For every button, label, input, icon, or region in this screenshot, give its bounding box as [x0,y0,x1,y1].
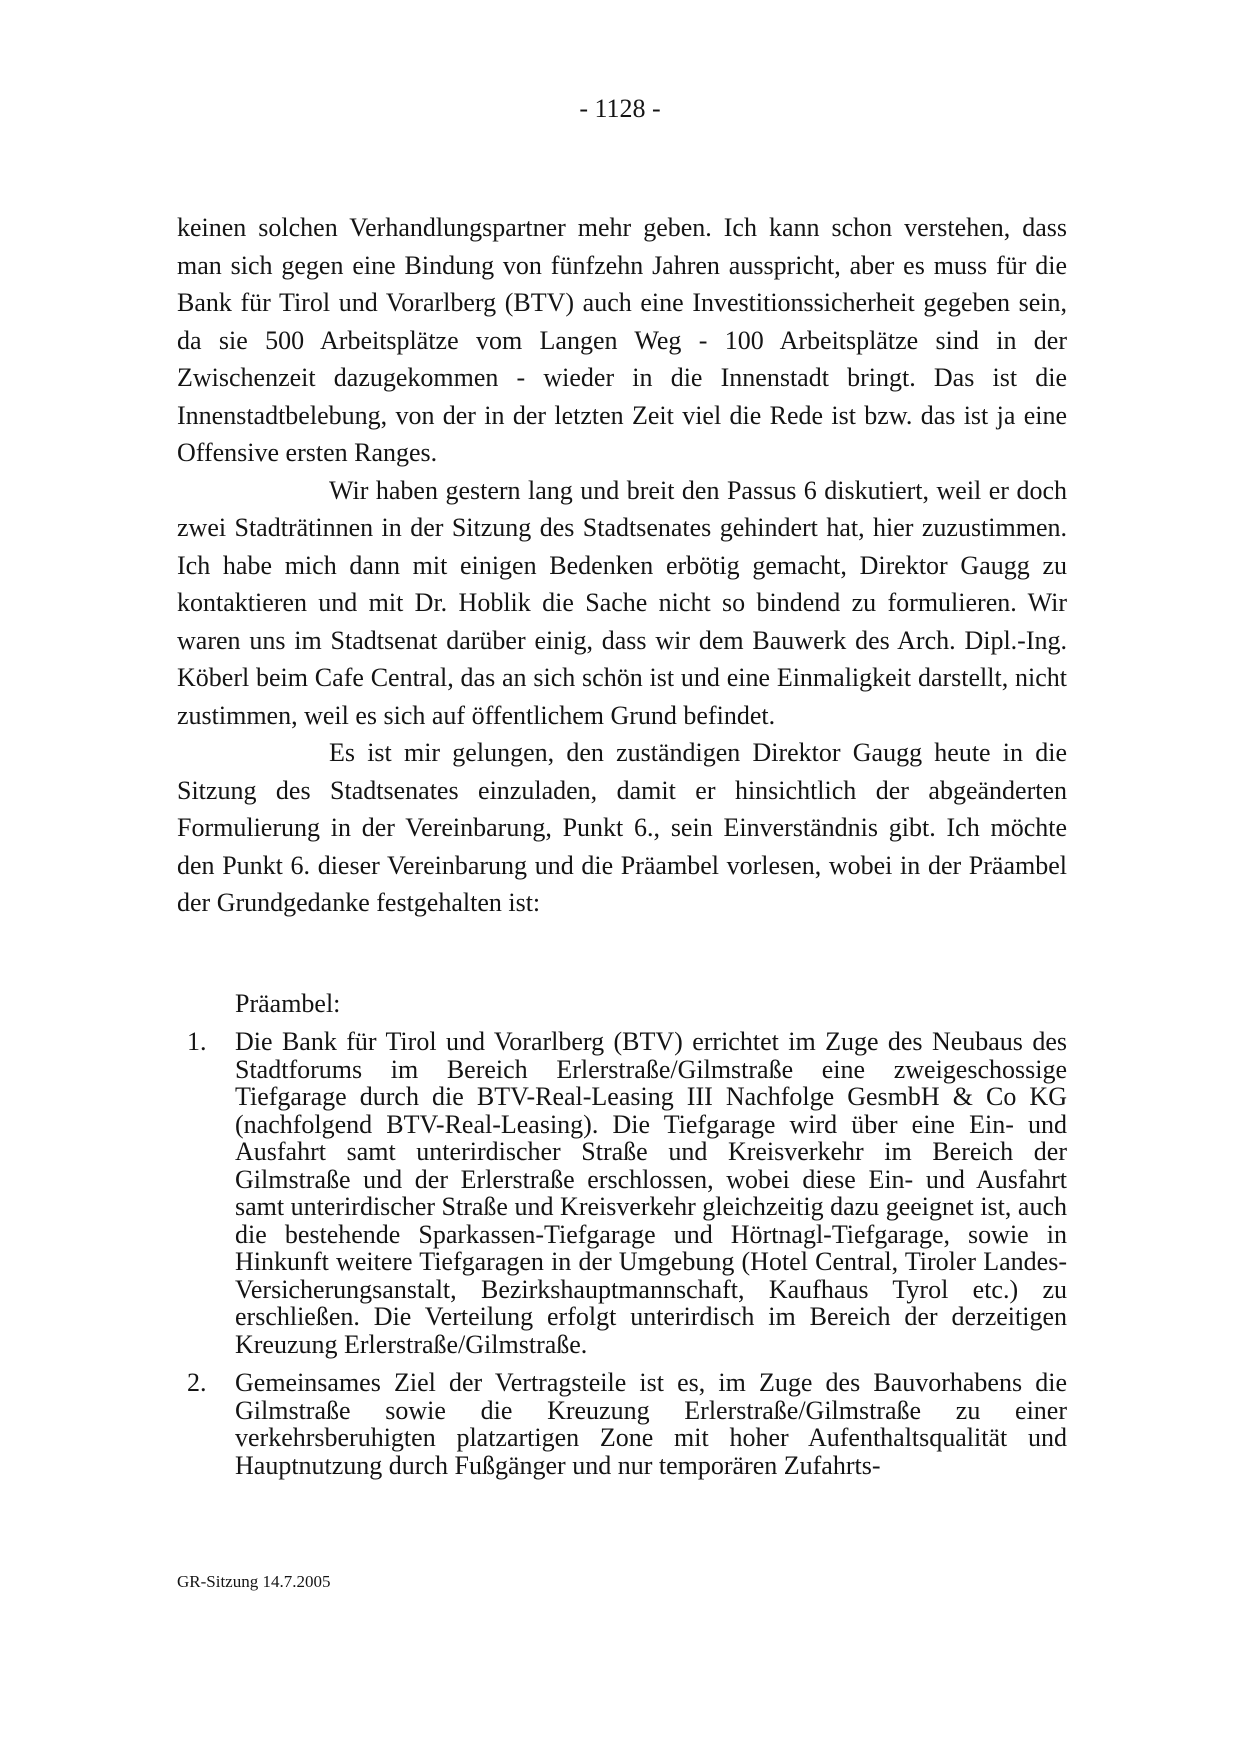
list-item-text: Gemeinsames Ziel der Vertragsteile ist es, im Zuge des Bauvorhabens die Gilmstraße sowie die Kreuzung Erlerstraße/Gilmstraße zu einer verkehrsberuhigten platzartigen Zone mit hoher Aufenthaltsqualität und Hauptnutzung durch Fußgänger und nur temporären Zufahrts- [235,1368,1067,1480]
page-number: - 1128 - [579,94,661,123]
list-item-number: 1. [187,1027,207,1056]
body-text [177,209,1067,922]
list-item-text: Die Bank für Tirol und Vorarlberg (BTV) errichtet im Zuge des Neubaus des Stadtforums im Bereich Erlerstraße/Gilmstraße eine zweigeschossige Tiefgarage durch die BTV-Real-Leasing III Nachfolge GesmbH & Co KG (nachfolgend BTV-Real-Leasing). Die Tiefgarage wird über eine Ein- und Ausfahrt samt unterirdischer Straße und Kreisverkehr im Bereich der Gilmstraße und der Erlerstraße erschlossen, wobei diese Ein- und Ausfahrt samt unterirdischer Straße und Kreisverkehr gleichzeitig dazu geeignet ist, auch die bestehende Sparkassen-Tiefgarage und Hörtnagl-Tiefgarage, sowie in Hinkunft weitere Tiefgaragen in der Umgebung (Hotel Central, Tiroler Landes-Versicherungsanstalt, Bezirkshauptmannschaft, Kaufhaus Tyrol etc.) zu erschließen. Die Verteilung erfolgt unterirdisch im Bereich der derzeitigen Kreuzung Erlerstraße/Gilmstraße. [235,1027,1067,1359]
preamble-list-item [177,1028,1067,1358]
preamble-list-item [177,1369,1067,1479]
paragraph: Wir haben gestern lang und breit den Passus 6 diskutiert, weil er doch zwei Stadträtinnen in der Sitzung des Stadtsenates gehindert hat, hier zuzustimmen. Ich habe mich dann mit einigen Bedenken erbötig gemacht, Direktor Gaugg zu kontaktieren und mit Dr. Hoblik die Sache nicht so bindend zu formulieren. Wir waren uns im Stadtsenat darüber einig, dass wir dem Bauwerk des Arch. Dipl.-Ing. Köberl beim Cafe Central, das an sich schön ist und eine Einmaligkeit darstellt, nicht zustimmen, weil es sich auf öffentlichem Grund befindet. [177,475,1067,730]
list-item-number: 2. [187,1368,207,1397]
preamble-list [177,1028,1067,1479]
preamble-heading: Präambel: [235,989,341,1018]
page-footer: GR-Sitzung 14.7.2005 [177,1572,331,1591]
preamble-section [177,986,1067,1490]
paragraph: Es ist mir gelungen, den zuständigen Direktor Gaugg heute in die Sitzung des Stadtsenates einzuladen, damit er hinsichtlich der abgeänderten Formulierung in der Vereinbarung, Punkt 6., sein Einverständnis gibt. Ich möchte den Punkt 6. dieser Vereinbarung und die Präambel vorlesen, wobei in der Präambel der Grundgedanke festgehalten ist: [177,738,1067,917]
paragraph: keinen solchen Verhandlungspartner mehr geben. Ich kann schon verstehen, dass man sich gegen eine Bindung von fünfzehn Jahren ausspricht, aber es muss für die Bank für Tirol und Vorarlberg (BTV) auch eine Investitionssicherheit gegeben sein, da sie 500 Arbeitsplätze vom Langen Weg - 100 Arbeitsplätze sind in der Zwischenzeit dazugekommen - wieder in die Innenstadt bringt. Das ist die Innenstadtbelebung, von der in der letzten Zeit viel die Rede ist bzw. das ist ja eine Offensive ersten Ranges. [177,213,1067,467]
